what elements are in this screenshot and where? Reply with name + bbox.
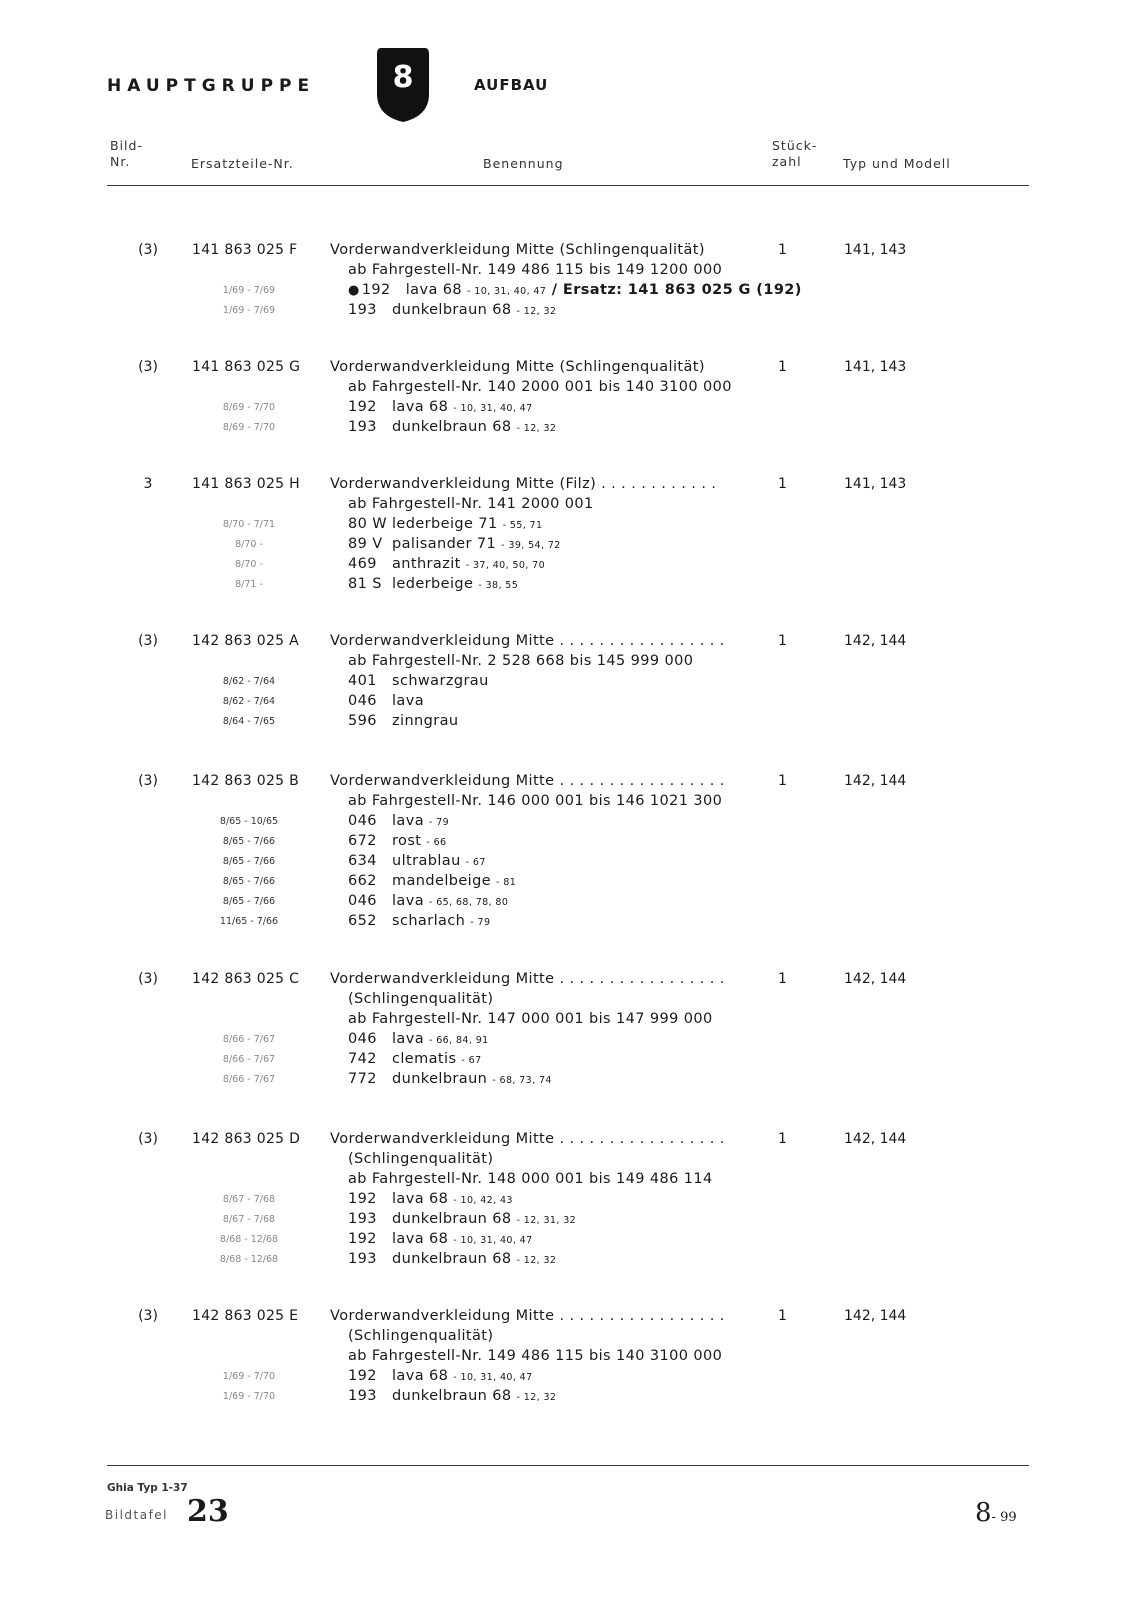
part-description: Vorderwandverkleidung Mitte . . . . . . . . . . . . . . . . .: [330, 1308, 725, 1324]
color-name: lederbeige: [392, 576, 474, 592]
figure-number: 3: [143, 476, 153, 492]
main-group-title: HAUPTGRUPPE: [107, 76, 316, 96]
color-code: 046: [348, 1031, 377, 1047]
figure-number: (3): [138, 773, 158, 789]
production-date: 8/66 - 7/67: [222, 1054, 276, 1065]
production-date: 8/68 - 12/68: [219, 1234, 279, 1245]
color-code: 192: [361, 282, 391, 298]
color-name: lava: [392, 1031, 424, 1047]
color-code: 596: [348, 713, 377, 729]
color-variant-row: [348, 1368, 533, 1384]
figure-number: (3): [138, 633, 158, 649]
color-name: mandelbeige: [392, 873, 492, 889]
footer-model: Ghia Typ 1-37: [107, 1482, 188, 1494]
quantity: 1: [778, 1131, 787, 1147]
quantity: 1: [778, 476, 787, 492]
column-header-name: Benennung: [483, 156, 564, 171]
color-variant-row: [348, 576, 518, 592]
part-description: Vorderwandverkleidung Mitte . . . . . . . . . . . . . . . . .: [330, 1131, 725, 1147]
type-model: 142, 144: [844, 971, 907, 987]
quantity: 1: [778, 773, 787, 789]
color-variant-row: [348, 419, 556, 435]
production-date: 8/70 -: [235, 559, 263, 570]
color-name: scharlach: [392, 913, 466, 929]
model-numbers: - 39, 54, 72: [501, 540, 561, 551]
part-description: Vorderwandverkleidung Mitte . . . . . . . . . . . . . . . . .: [330, 971, 725, 987]
production-date: 1/69 - 7/70: [222, 1371, 276, 1382]
color-code: 193: [348, 302, 377, 318]
model-numbers: - 66: [426, 837, 447, 848]
color-variant-row: [348, 833, 447, 849]
column-header-quantity: Stück- zahl: [772, 138, 818, 169]
description-line: (Schlingenqualität): [348, 991, 494, 1007]
color-code: 193: [348, 1388, 377, 1404]
color-code: 469: [348, 556, 377, 572]
color-name: dunkelbraun 68: [392, 1388, 512, 1404]
production-date: 8/71 -: [235, 579, 263, 590]
model-numbers: - 10, 31, 40, 47: [453, 1235, 533, 1246]
color-name: dunkelbraun 68: [392, 419, 512, 435]
description-line: ab Fahrgestell-Nr. 147 000 001 bis 147 999 000: [348, 1011, 713, 1027]
type-model: 142, 144: [844, 773, 907, 789]
color-code: 192: [348, 399, 377, 415]
part-number: 142 863 025 A: [192, 633, 299, 649]
model-numbers: - 12, 32: [516, 423, 557, 434]
color-variant-row: [348, 853, 486, 869]
color-name: lederbeige 71: [392, 516, 498, 532]
model-numbers: - 12, 32: [516, 1255, 557, 1266]
type-model: 142, 144: [844, 633, 907, 649]
model-numbers: - 12, 32: [516, 1392, 557, 1403]
color-name: anthrazit: [392, 556, 461, 572]
column-header-type: Typ und Modell: [843, 156, 951, 171]
production-date: 8/70 - 7/71: [222, 519, 276, 530]
production-date: 11/65 - 7/66: [219, 916, 279, 927]
description-line: ab Fahrgestell-Nr. 146 000 001 bis 146 1021 300: [348, 793, 723, 809]
part-number: 141 863 025 G: [192, 359, 301, 375]
column-header-part-number: Ersatzteile-Nr.: [191, 156, 294, 171]
color-variant-row: [348, 399, 533, 415]
model-numbers: - 67: [465, 857, 486, 868]
color-code: 046: [348, 893, 377, 909]
color-variant-row: [348, 813, 449, 829]
color-variant-row: [348, 516, 542, 532]
description-line: ab Fahrgestell-Nr. 2 528 668 bis 145 999 000: [348, 653, 694, 669]
model-numbers: - 10, 31, 40, 47: [467, 286, 547, 297]
color-code: 046: [348, 693, 377, 709]
production-date: 8/66 - 7/67: [222, 1034, 276, 1045]
production-date: 8/65 - 7/66: [222, 896, 276, 907]
color-code: 193: [348, 1251, 377, 1267]
part-description: Vorderwandverkleidung Mitte . . . . . . . . . . . . . . . . .: [330, 633, 725, 649]
color-variant-row: [348, 893, 508, 909]
production-date: 8/68 - 12/68: [219, 1254, 279, 1265]
color-variant-row: [348, 1031, 489, 1047]
color-name: lava: [392, 813, 424, 829]
production-date: 8/65 - 10/65: [219, 816, 279, 827]
model-numbers: - 65, 68, 78, 80: [428, 897, 509, 908]
color-code: 046: [348, 813, 377, 829]
color-code: 193: [348, 1211, 377, 1227]
model-numbers: - 12, 32: [516, 306, 557, 317]
description-line: ab Fahrgestell-Nr. 140 2000 001 bis 140 3100 000: [348, 379, 732, 395]
color-variant-row: [348, 913, 490, 929]
color-code: 192: [348, 1231, 377, 1247]
figure-number: (3): [138, 1308, 158, 1324]
color-code: 662: [348, 873, 377, 889]
figure-number: (3): [138, 971, 158, 987]
model-numbers: - 10, 31, 40, 47: [453, 1372, 533, 1383]
model-numbers: - 10, 31, 40, 47: [453, 403, 533, 414]
color-variant-row: [348, 556, 545, 572]
color-variant-row: [348, 536, 561, 552]
color-variant-row: [348, 1071, 552, 1087]
color-code: 80 W: [348, 516, 387, 532]
color-name: clematis: [392, 1051, 457, 1067]
color-code: 401: [348, 673, 377, 689]
model-numbers: - 38, 55: [478, 580, 519, 591]
part-description: Vorderwandverkleidung Mitte (Schlingenqualität): [330, 242, 705, 258]
column-header-bild: Bild- Nr.: [110, 138, 143, 169]
part-description: Vorderwandverkleidung Mitte . . . . . . . . . . . . . . . . .: [330, 773, 725, 789]
production-date: 8/69 - 7/70: [222, 422, 276, 433]
color-name: schwarzgrau: [392, 673, 489, 689]
footer-plate-label: Bildtafel: [105, 1508, 169, 1522]
model-numbers: - 81: [496, 877, 517, 888]
color-name: rost: [392, 833, 422, 849]
production-date: 8/65 - 7/66: [222, 836, 276, 847]
color-code: 89 V: [348, 536, 383, 552]
description-line: (Schlingenqualität): [348, 1328, 494, 1344]
color-name: dunkelbraun 68: [392, 1251, 512, 1267]
color-code: 192: [348, 1368, 377, 1384]
type-model: 141, 143: [844, 242, 907, 258]
color-variant-row: [348, 693, 429, 709]
part-number: 142 863 025 B: [192, 773, 300, 789]
color-code: 672: [348, 833, 377, 849]
color-name: lava 68: [392, 399, 449, 415]
type-model: 142, 144: [844, 1131, 907, 1147]
description-line: ab Fahrgestell-Nr. 149 486 115 bis 149 1200 000: [348, 262, 723, 278]
group-number: 8: [392, 60, 414, 95]
type-model: 141, 143: [844, 359, 907, 375]
color-variant-row: [348, 282, 802, 298]
color-variant-row: [348, 1251, 556, 1267]
main-group-subtitle: AUFBAU: [474, 76, 549, 94]
production-date: 8/65 - 7/66: [222, 856, 276, 867]
quantity: 1: [778, 633, 787, 649]
color-name: lava 68: [405, 282, 462, 298]
figure-number: (3): [138, 242, 158, 258]
model-numbers: - 68, 73, 74: [492, 1075, 552, 1086]
color-variant-row: [348, 1231, 533, 1247]
color-variant-row: [348, 1211, 576, 1227]
description-line: ab Fahrgestell-Nr. 149 486 115 bis 140 3100 000: [348, 1348, 723, 1364]
model-numbers: - 79: [470, 917, 491, 928]
color-name: dunkelbraun 68: [392, 302, 512, 318]
color-name: dunkelbraun: [392, 1071, 488, 1087]
part-number: 141 863 025 H: [192, 476, 300, 492]
color-name: zinngrau: [392, 713, 459, 729]
color-variant-row: [348, 302, 556, 318]
part-number: 141 863 025 F: [192, 242, 298, 258]
quantity: 1: [778, 359, 787, 375]
production-date: 8/70 -: [235, 539, 263, 550]
production-date: 8/65 - 7/66: [222, 876, 276, 887]
model-numbers: - 67: [461, 1055, 482, 1066]
part-number: 142 863 025 D: [192, 1131, 301, 1147]
color-name: dunkelbraun 68: [392, 1211, 512, 1227]
color-code: 81 S: [348, 576, 382, 592]
model-numbers: - 55, 71: [502, 520, 543, 531]
model-numbers: - 10, 42, 43: [453, 1195, 513, 1206]
color-variant-row: [348, 713, 463, 729]
color-name: lava: [392, 893, 424, 909]
model-numbers: - 37, 40, 50, 70: [465, 560, 546, 571]
production-date: 8/64 - 7/65: [222, 716, 276, 727]
production-date: 8/69 - 7/70: [222, 402, 276, 413]
production-date: 8/62 - 7/64: [222, 696, 276, 707]
replacement-note: / Ersatz: 141 863 025 G (192): [546, 282, 802, 298]
type-model: 142, 144: [844, 1308, 907, 1324]
quantity: 1: [778, 971, 787, 987]
color-code: 634: [348, 853, 377, 869]
production-date: 8/66 - 7/67: [222, 1074, 276, 1085]
figure-number: (3): [138, 1131, 158, 1147]
production-date: 1/69 - 7/69: [222, 285, 276, 296]
model-numbers: - 12, 31, 32: [516, 1215, 577, 1226]
color-code: 192: [348, 1191, 377, 1207]
footer-rule: [107, 1465, 1029, 1466]
color-name: lava 68: [392, 1231, 449, 1247]
color-variant-row: [348, 873, 516, 889]
part-description: Vorderwandverkleidung Mitte (Filz) . . . . . . . . . . . .: [330, 476, 717, 492]
figure-number: (3): [138, 359, 158, 375]
color-name: palisander 71: [392, 536, 497, 552]
model-numbers: - 79: [428, 817, 450, 828]
page-number: 8- 99: [975, 1498, 1017, 1528]
color-code: 772: [348, 1071, 377, 1087]
part-description: Vorderwandverkleidung Mitte (Schlingenqualität): [330, 359, 705, 375]
production-date: 8/62 - 7/64: [222, 676, 276, 687]
production-date: 8/67 - 7/68: [222, 1194, 276, 1205]
quantity: 1: [778, 242, 787, 258]
production-date: 8/67 - 7/68: [222, 1214, 276, 1225]
type-model: 141, 143: [844, 476, 907, 492]
header-rule: [107, 185, 1029, 186]
description-line: ab Fahrgestell-Nr. 148 000 001 bis 149 486 114: [348, 1171, 713, 1187]
part-number: 142 863 025 C: [192, 971, 300, 987]
production-date: 1/69 - 7/70: [222, 1391, 276, 1402]
production-date: 1/69 - 7/69: [222, 305, 276, 316]
color-name: lava 68: [392, 1191, 449, 1207]
color-name: ultrablau: [392, 853, 461, 869]
color-variant-row: [348, 673, 494, 689]
color-code: 652: [348, 913, 377, 929]
model-numbers: - 66, 84, 91: [428, 1035, 489, 1046]
color-code: 742: [348, 1051, 377, 1067]
quantity: 1: [778, 1308, 787, 1324]
description-line: (Schlingenqualität): [348, 1151, 494, 1167]
color-name: lava 68: [392, 1368, 449, 1384]
color-name: lava: [392, 693, 424, 709]
color-code: 193: [348, 419, 377, 435]
footer-plate-number: 23: [187, 1494, 229, 1529]
color-variant-row: [348, 1191, 513, 1207]
bullet-marker: ●: [348, 283, 360, 298]
color-variant-row: [348, 1388, 556, 1404]
part-number: 142 863 025 E: [192, 1308, 299, 1324]
color-variant-row: [348, 1051, 482, 1067]
description-line: ab Fahrgestell-Nr. 141 2000 001: [348, 496, 594, 512]
